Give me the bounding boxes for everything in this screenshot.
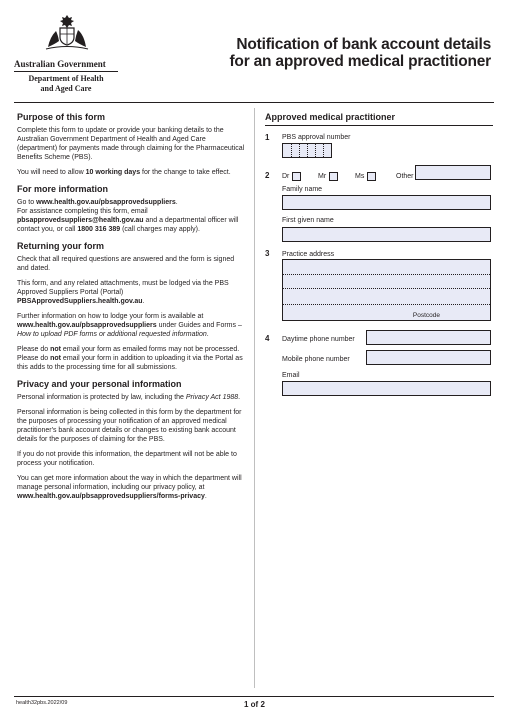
practice-address-label: Practice address (282, 251, 335, 258)
privacy-paragraph-3: If you do not provide this information, the department will not be able to process your notification. (17, 451, 237, 467)
portal-link[interactable]: PBSApprovedSuppliers.health.gov.au (17, 298, 143, 305)
emphasis: not (50, 355, 61, 362)
text: . (142, 298, 145, 305)
text: For assistance completing this form, email (17, 208, 148, 215)
text: for the change to take effect. (140, 169, 231, 176)
question-3-number: 3 (265, 249, 270, 258)
text: You can get more information about the way in which the department will manage personal information, including our privacy policy, at (17, 475, 242, 491)
info-section (17, 184, 247, 234)
privacy-link[interactable]: www.health.gov.au/pbsapprovedsuppliers/forms-privacy (17, 493, 205, 500)
department-line-1: Department of Health (28, 74, 104, 83)
dr-checkbox[interactable] (292, 172, 301, 181)
ms-checkbox[interactable] (367, 172, 376, 181)
email-input[interactable] (282, 381, 491, 396)
privacy-section (17, 379, 247, 501)
department-line-2: and Aged Care (40, 83, 92, 93)
info-heading: For more information (17, 184, 109, 194)
privacy-paragraph-1 (17, 393, 247, 402)
text: (call charges may apply). (120, 226, 200, 233)
working-days: 10 working days (85, 169, 141, 176)
mobile-phone-label: Mobile phone number (282, 356, 350, 363)
email-label: Email (282, 372, 300, 379)
text: . (204, 493, 207, 500)
first-given-name-input[interactable] (282, 227, 491, 242)
left-column (17, 112, 247, 508)
question-2-number: 2 (265, 171, 270, 180)
address-line-divider (283, 304, 490, 305)
practitioner-heading: Approved medical practitioner (265, 112, 493, 126)
other-title-input[interactable] (415, 165, 491, 180)
first-given-name-label: First given name (282, 217, 334, 224)
form-title-line-1: Notification of bank account details (236, 36, 491, 53)
text: email your form in addition to uploading it via the Portal as this adds to the processing time for all submissions. (17, 355, 243, 371)
government-name: Australian Government (14, 59, 106, 69)
returning-paragraph-2 (17, 279, 247, 306)
page-number: 1 of 2 (244, 700, 265, 709)
text: Go to (17, 199, 37, 206)
text: Please do (17, 346, 51, 353)
text: . (175, 199, 178, 206)
digit-divider (307, 144, 308, 157)
family-name-input[interactable] (282, 195, 491, 210)
returning-paragraph-1: Check that all required questions are answered and the form is signed and dated. (17, 256, 235, 272)
purpose-section (17, 112, 247, 177)
info-paragraph-2 (17, 207, 247, 234)
question-4-number: 4 (265, 334, 270, 343)
phone-number: 1800 316 389 (77, 226, 121, 233)
family-name-label: Family name (282, 186, 323, 193)
form-title (229, 36, 491, 70)
coat-of-arms-icon (44, 14, 90, 50)
returning-paragraph-3 (17, 312, 247, 339)
returning-paragraph-4 (17, 345, 247, 372)
digit-divider (315, 144, 316, 157)
practice-address-input[interactable] (282, 259, 491, 321)
mr-checkbox[interactable] (329, 172, 338, 181)
mobile-phone-input[interactable] (366, 350, 491, 365)
text: Personal information is protected by law, including the (17, 394, 186, 401)
privacy-paragraph-2: Personal information is being collected in this form by the department for the purposes of processing your notification of an approved medical practitioner's bank account details or changes to existing bank account details for the purposes of claiming for the PBS. (17, 409, 242, 443)
daytime-phone-input[interactable] (366, 330, 491, 345)
returning-section (17, 241, 247, 372)
text: You will need to allow (17, 169, 86, 176)
privacy-heading: Privacy and your personal information (17, 379, 182, 389)
info-paragraph-1 (17, 198, 247, 207)
text: Further information on how to lodge your form is available at (17, 313, 204, 320)
dr-label: Dr (282, 173, 290, 180)
text: email your form as emailed forms may not be processed. Please do (17, 346, 240, 362)
suppliers-link[interactable]: www.health.gov.au/pbsapprovedsuppliers (36, 199, 176, 206)
text: and a departmental officer will contact you, or call (17, 217, 239, 233)
form-code: health32pbs.2022/09 (16, 700, 68, 706)
postcode-label: Postcode (412, 312, 440, 319)
address-line-divider (283, 274, 490, 275)
digit-divider (291, 144, 292, 157)
form-title-line-2: for an approved medical practitioner (229, 53, 491, 70)
other-label: Other (396, 173, 414, 180)
digit-divider (299, 144, 300, 157)
top-rule (14, 102, 494, 103)
daytime-phone-label: Daytime phone number (282, 336, 355, 343)
emphasis: not (50, 346, 61, 353)
question-1-number: 1 (265, 133, 270, 142)
mr-label: Mr (318, 173, 327, 180)
act-name: Privacy Act 1988 (185, 394, 239, 401)
column-divider (254, 108, 255, 688)
purpose-heading: Purpose of this form (17, 112, 106, 122)
email-link[interactable]: pbsapprovedsuppliers@health.gov.au (17, 217, 144, 224)
returning-heading: Returning your form (17, 241, 104, 251)
text: This form, and any related attachments, must be lodged via the PBS Approved Suppliers Portal (Portal) (17, 280, 229, 296)
purpose-paragraph-2 (17, 168, 247, 177)
pbs-approval-label: PBS approval number (282, 134, 351, 141)
pbs-approval-input[interactable] (282, 143, 332, 158)
address-line-divider (283, 288, 490, 289)
guide-title: How to upload PDF forms or additional requested information (17, 331, 207, 338)
privacy-paragraph-4 (17, 474, 247, 501)
text: under Guides and Forms – (156, 322, 242, 329)
department-name (14, 74, 118, 93)
suppliers-link-2[interactable]: www.health.gov.au/pbsapprovedsuppliers (17, 322, 157, 329)
header-divider (14, 71, 118, 72)
bottom-rule (14, 696, 494, 697)
text: . (238, 394, 241, 401)
ms-label: Ms (355, 173, 365, 180)
text: . (206, 331, 209, 338)
digit-divider (323, 144, 324, 157)
purpose-paragraph-1: Complete this form to update or provide your banking details to the Australian Government Department of Health and Aged Care (department) for payments made through claiming for the Pharmaceutical Benefits Scheme (PBS). (17, 127, 245, 161)
right-column (265, 112, 493, 126)
